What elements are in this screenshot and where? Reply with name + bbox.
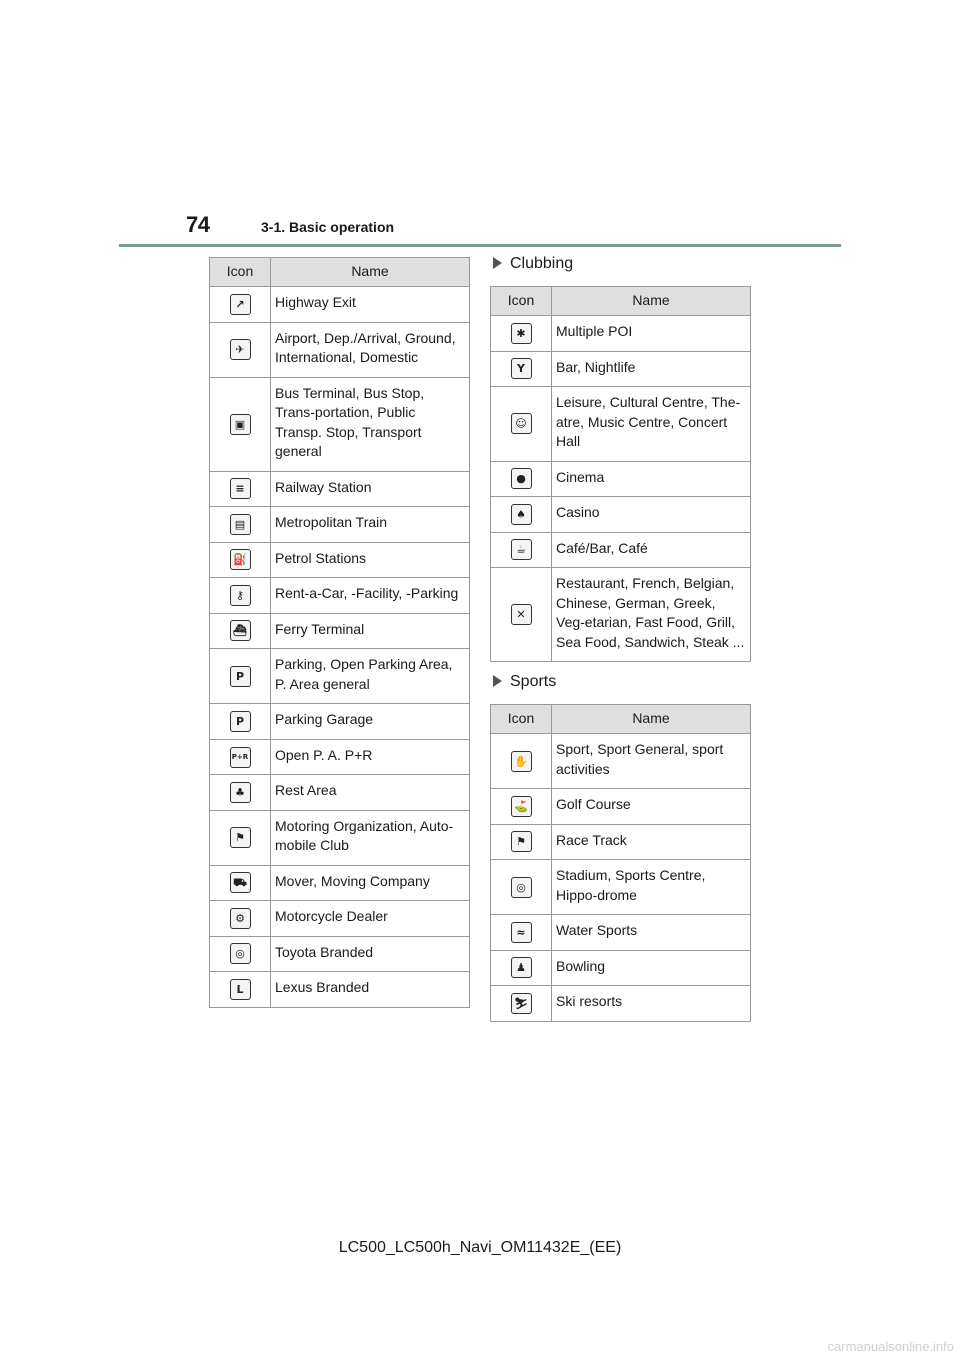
icon-cell [210, 507, 271, 543]
column-header-name: Name [552, 705, 751, 734]
icon-cell [491, 387, 552, 462]
table-row [210, 471, 470, 507]
poi-name: Water Sports [552, 915, 751, 951]
heading-text: Clubbing [510, 255, 574, 272]
column-header-name: Name [552, 287, 751, 316]
icon-cell [210, 972, 271, 1008]
bullet-arrow-icon [493, 675, 502, 687]
poi-name: Sport, Sport General, sport activities [552, 734, 751, 789]
metro-train-icon: ▤ [230, 514, 251, 535]
header-rule [119, 244, 841, 247]
table-row [210, 287, 470, 323]
icon-cell [491, 497, 552, 533]
toyota-logo-icon: ◎ [230, 943, 251, 964]
icon-cell [210, 613, 271, 649]
icon-cell [491, 351, 552, 387]
poi-name: Bowling [552, 950, 751, 986]
table-row [491, 734, 751, 789]
table-row [491, 950, 751, 986]
casino-icon: ♠ [511, 504, 532, 525]
poi-name: Mover, Moving Company [271, 865, 470, 901]
cocktail-icon: Y [511, 358, 532, 379]
icon-cell [491, 860, 552, 915]
poi-name: Race Track [552, 824, 751, 860]
section-title: 3-1. Basic operation [261, 219, 395, 235]
column-header-icon: Icon [210, 258, 271, 287]
golf-icon: ⛳ [511, 796, 532, 817]
icon-cell [210, 704, 271, 740]
table-row [210, 704, 470, 740]
table-row [491, 824, 751, 860]
poi-name: Open P. A. P+R [271, 739, 470, 775]
icon-cell [210, 810, 271, 865]
icon-cell [210, 901, 271, 937]
table-header-row [491, 705, 751, 734]
poi-name: Motoring Organization, Auto-mobile Club [271, 810, 470, 865]
cutlery-icon: ✕ [511, 604, 532, 625]
table-row [210, 901, 470, 937]
table-row [210, 775, 470, 811]
page-number: 74 [186, 212, 210, 237]
club-car-icon: ⚑ [230, 827, 251, 848]
table-row [210, 507, 470, 543]
poi-name: Rent-a-Car, -Facility, -Parking [271, 578, 470, 614]
poi-name: Cinema [552, 461, 751, 497]
poi-icon-table-sports [490, 704, 751, 1022]
table-row [491, 461, 751, 497]
column-header-icon: Icon [491, 705, 552, 734]
icon-cell [491, 789, 552, 825]
icon-cell [210, 739, 271, 775]
icon-cell [491, 532, 552, 568]
table-header-row [491, 287, 751, 316]
rest-area-icon: ♣ [230, 782, 251, 803]
table-row [210, 865, 470, 901]
table-row [491, 860, 751, 915]
poi-name: Casino [552, 497, 751, 533]
bus-icon: ▣ [230, 414, 251, 435]
table-row [491, 351, 751, 387]
poi-icon-table-clubbing [490, 286, 751, 662]
poi-name: Railway Station [271, 471, 470, 507]
stadium-icon: ◎ [511, 877, 532, 898]
icon-cell [491, 568, 552, 662]
film-camera-icon: ● [511, 468, 532, 489]
poi-name: Golf Course [552, 789, 751, 825]
table-row [210, 972, 470, 1008]
bullet-arrow-icon [493, 257, 502, 269]
theatre-mask-icon: ☺ [511, 413, 532, 434]
poi-name: Ferry Terminal [271, 613, 470, 649]
table-row [210, 377, 470, 471]
parking-garage-icon: P [230, 711, 251, 732]
poi-name: Rest Area [271, 775, 470, 811]
table-row [491, 387, 751, 462]
poi-name: Ski resorts [552, 986, 751, 1022]
icon-cell [210, 542, 271, 578]
table-row [210, 613, 470, 649]
column-header-icon: Icon [491, 287, 552, 316]
poi-name: Parking Garage [271, 704, 470, 740]
poi-name: Parking, Open Parking Area, P. Area general [271, 649, 470, 704]
section-heading-clubbing [493, 255, 573, 273]
airplane-icon: ✈ [230, 339, 251, 360]
icon-cell [210, 471, 271, 507]
icon-cell [210, 865, 271, 901]
icon-cell [210, 287, 271, 323]
truck-icon: ⛟ [230, 872, 251, 893]
icon-cell [210, 649, 271, 704]
watermark: carmanualsonline.info [827, 1339, 954, 1354]
water-sports-icon: ≈ [511, 922, 532, 943]
coffee-cup-icon: ☕ [511, 539, 532, 560]
table-row [210, 936, 470, 972]
rental-car-icon: ⚷ [230, 585, 251, 606]
icon-cell [210, 322, 271, 377]
lexus-logo-icon: L [230, 979, 251, 1000]
poi-name: Airport, Dep./Arrival, Ground, International, Domestic [271, 322, 470, 377]
column-header-name: Name [271, 258, 470, 287]
parking-icon: P [230, 666, 251, 687]
multiple-poi-icon: ✱ [511, 323, 532, 344]
park-and-ride-icon: P+R [230, 747, 251, 768]
icon-cell [210, 775, 271, 811]
table-row [210, 322, 470, 377]
table-row [491, 789, 751, 825]
poi-name: Bar, Nightlife [552, 351, 751, 387]
icon-cell [491, 915, 552, 951]
icon-cell [491, 734, 552, 789]
table-row [491, 915, 751, 951]
icon-cell [210, 377, 271, 471]
poi-name: Metropolitan Train [271, 507, 470, 543]
table-row [210, 649, 470, 704]
poi-name: Bus Terminal, Bus Stop, Trans-portation, Public Transp. Stop, Transport general [271, 377, 470, 471]
poi-icon-table-transport [209, 257, 470, 1008]
poi-name: Petrol Stations [271, 542, 470, 578]
poi-name: Highway Exit [271, 287, 470, 323]
poi-name: Café/Bar, Café [552, 532, 751, 568]
icon-cell [491, 986, 552, 1022]
icon-cell [491, 824, 552, 860]
exit-icon: ↗ [230, 294, 251, 315]
poi-name: Stadium, Sports Centre, Hippo-drome [552, 860, 751, 915]
ski-icon: ⛷ [511, 993, 532, 1014]
bowling-icon: ♟ [511, 957, 532, 978]
poi-name: Leisure, Cultural Centre, The-atre, Music Centre, Concert Hall [552, 387, 751, 462]
poi-name: Restaurant, French, Belgian, Chinese, German, Greek, Veg-etarian, Fast Food, Grill, Sea Food, Sandwich, Steak ... [552, 568, 751, 662]
table-row [491, 316, 751, 352]
icon-cell [491, 316, 552, 352]
table-row [491, 986, 751, 1022]
section-heading-sports [493, 673, 556, 691]
heading-text: Sports [510, 673, 557, 690]
sport-icon: ✋ [511, 751, 532, 772]
icon-cell [210, 936, 271, 972]
race-flag-icon: ⚑ [511, 831, 532, 852]
icon-cell [491, 461, 552, 497]
table-row [491, 568, 751, 662]
poi-name: Lexus Branded [271, 972, 470, 1008]
motorcycle-icon: ⚙ [230, 908, 251, 929]
icon-cell [210, 578, 271, 614]
document-code: LC500_LC500h_Navi_OM11432E_(EE) [338, 1239, 622, 1256]
poi-name: Motorcycle Dealer [271, 901, 470, 937]
table-row [210, 739, 470, 775]
fuel-pump-icon: ⛽ [230, 549, 251, 570]
table-row [210, 578, 470, 614]
table-row [210, 810, 470, 865]
table-row [491, 497, 751, 533]
table-row [210, 542, 470, 578]
table-row [491, 532, 751, 568]
icon-cell [491, 950, 552, 986]
poi-name: Toyota Branded [271, 936, 470, 972]
train-icon: ≡ [230, 478, 251, 499]
table-header-row [210, 258, 470, 287]
poi-name: Multiple POI [552, 316, 751, 352]
ferry-icon: ⛴ [230, 620, 251, 641]
